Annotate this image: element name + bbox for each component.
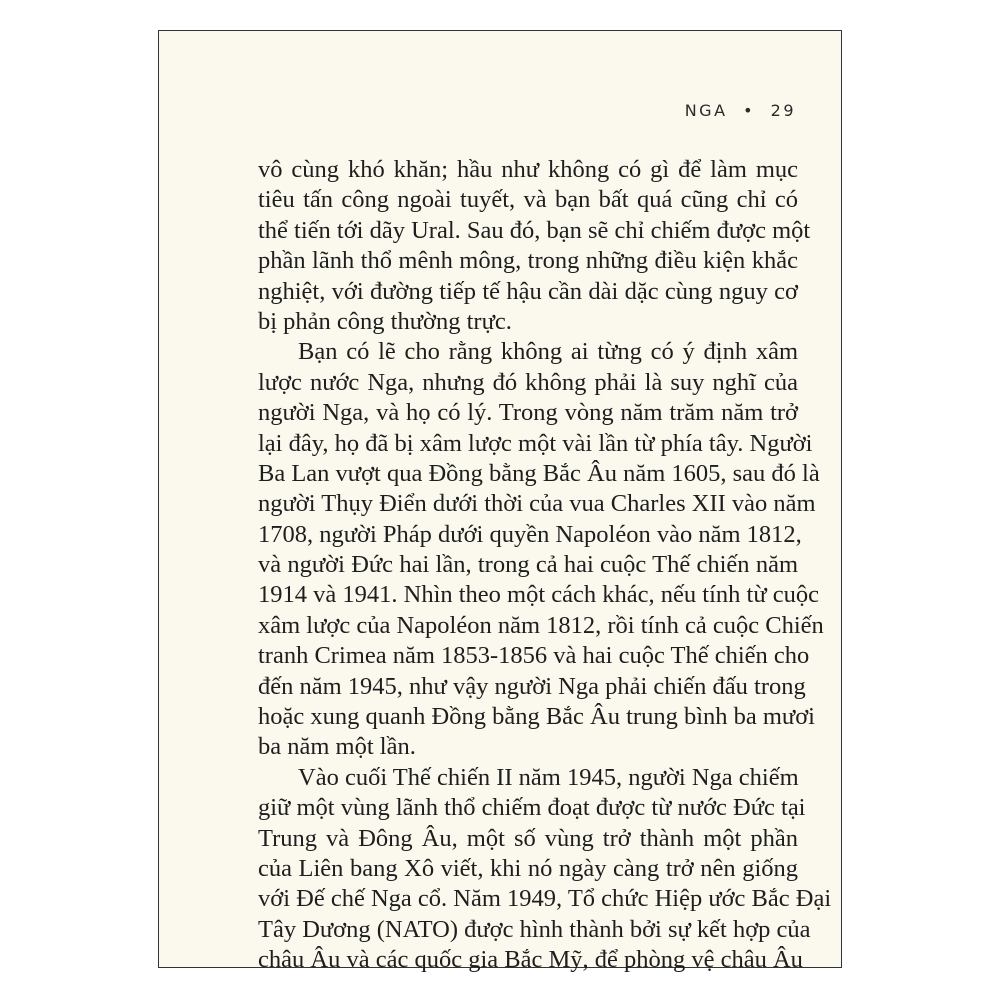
text-line: với Đế chế Nga cổ. Năm 1949, Tổ chức Hiệp ước Bắc Đại	[258, 885, 832, 913]
text-line: xâm lược của Napoléon năm 1812, rồi tính cả cuộc Chiến	[258, 611, 824, 639]
text-line: lược nước Nga, nhưng đó không phải là suy nghĩ của	[258, 368, 798, 396]
header-separator: •	[743, 101, 756, 120]
book-page	[158, 30, 842, 974]
chapter-title: NGA	[684, 101, 728, 120]
text-line: nghiệt, với đường tiếp tế hậu cần dài dặc cùng nguy cơ	[258, 277, 798, 305]
text-line: người Thụy Điển dưới thời của vua Charles XII vào năm	[258, 490, 816, 518]
text-line: vô cùng khó khăn; hầu như không có gì để làm mục	[258, 156, 798, 183]
text-line: 1914 và 1941. Nhìn theo một cách khác, nếu tính từ cuộc	[258, 581, 819, 609]
text-line: châu Âu và các quốc gia Bắc Mỹ, để phòng vệ châu Âu	[258, 946, 803, 974]
text-line: phần lãnh thổ mênh mông, trong những điều kiện khắc	[258, 247, 798, 275]
text-line: lại đây, họ đã bị xâm lược một vài lần từ phía tây. Người	[258, 429, 813, 457]
text-line: giữ một vùng lãnh thổ chiếm đoạt được từ nước Đức tại	[258, 794, 806, 822]
text-line: tiêu tấn công ngoài tuyết, và bạn bất quá cũng chỉ có	[258, 186, 798, 214]
text-line: ba năm một lần.	[258, 733, 416, 761]
text-line: Trung và Đông Âu, một số vùng trở thành một phần	[258, 824, 798, 852]
text-line: Ba Lan vượt qua Đồng bằng Bắc Âu năm 1605, sau đó là	[258, 459, 820, 487]
text-line: Bạn có lẽ cho rằng không ai từng có ý định xâm	[298, 338, 798, 366]
text-line: Tây Dương (NATO) được hình thành bởi sự kết hợp của	[258, 915, 811, 943]
body-text	[258, 155, 832, 976]
text-line: hoặc xung quanh Đồng bằng Bắc Âu trung bình ba mươi	[258, 703, 815, 731]
text-line: và người Đức hai lần, trong cả hai cuộc Thế chiến năm	[258, 551, 798, 579]
running-header	[685, 101, 796, 120]
page-number: 29	[770, 101, 796, 120]
text-line: bị phản công thường trực.	[258, 307, 512, 335]
text-line: đến năm 1945, như vậy người Nga phải chiến đấu trong	[258, 672, 806, 700]
text-line: thể tiến tới dãy Ural. Sau đó, bạn sẽ chỉ chiếm được một	[258, 216, 811, 244]
text-line: 1708, người Pháp dưới quyền Napoléon vào năm 1812,	[258, 520, 802, 548]
text-line: người Nga, và họ có lý. Trong vòng năm trăm năm trở	[258, 399, 798, 427]
text-line: Vào cuối Thế chiến II năm 1945, người Nga chiếm	[298, 763, 799, 791]
text-line: tranh Crimea năm 1853-1856 và hai cuộc Thế chiến cho	[258, 642, 810, 670]
text-line: của Liên bang Xô viết, khi nó ngày càng trở nên giống	[258, 854, 798, 882]
